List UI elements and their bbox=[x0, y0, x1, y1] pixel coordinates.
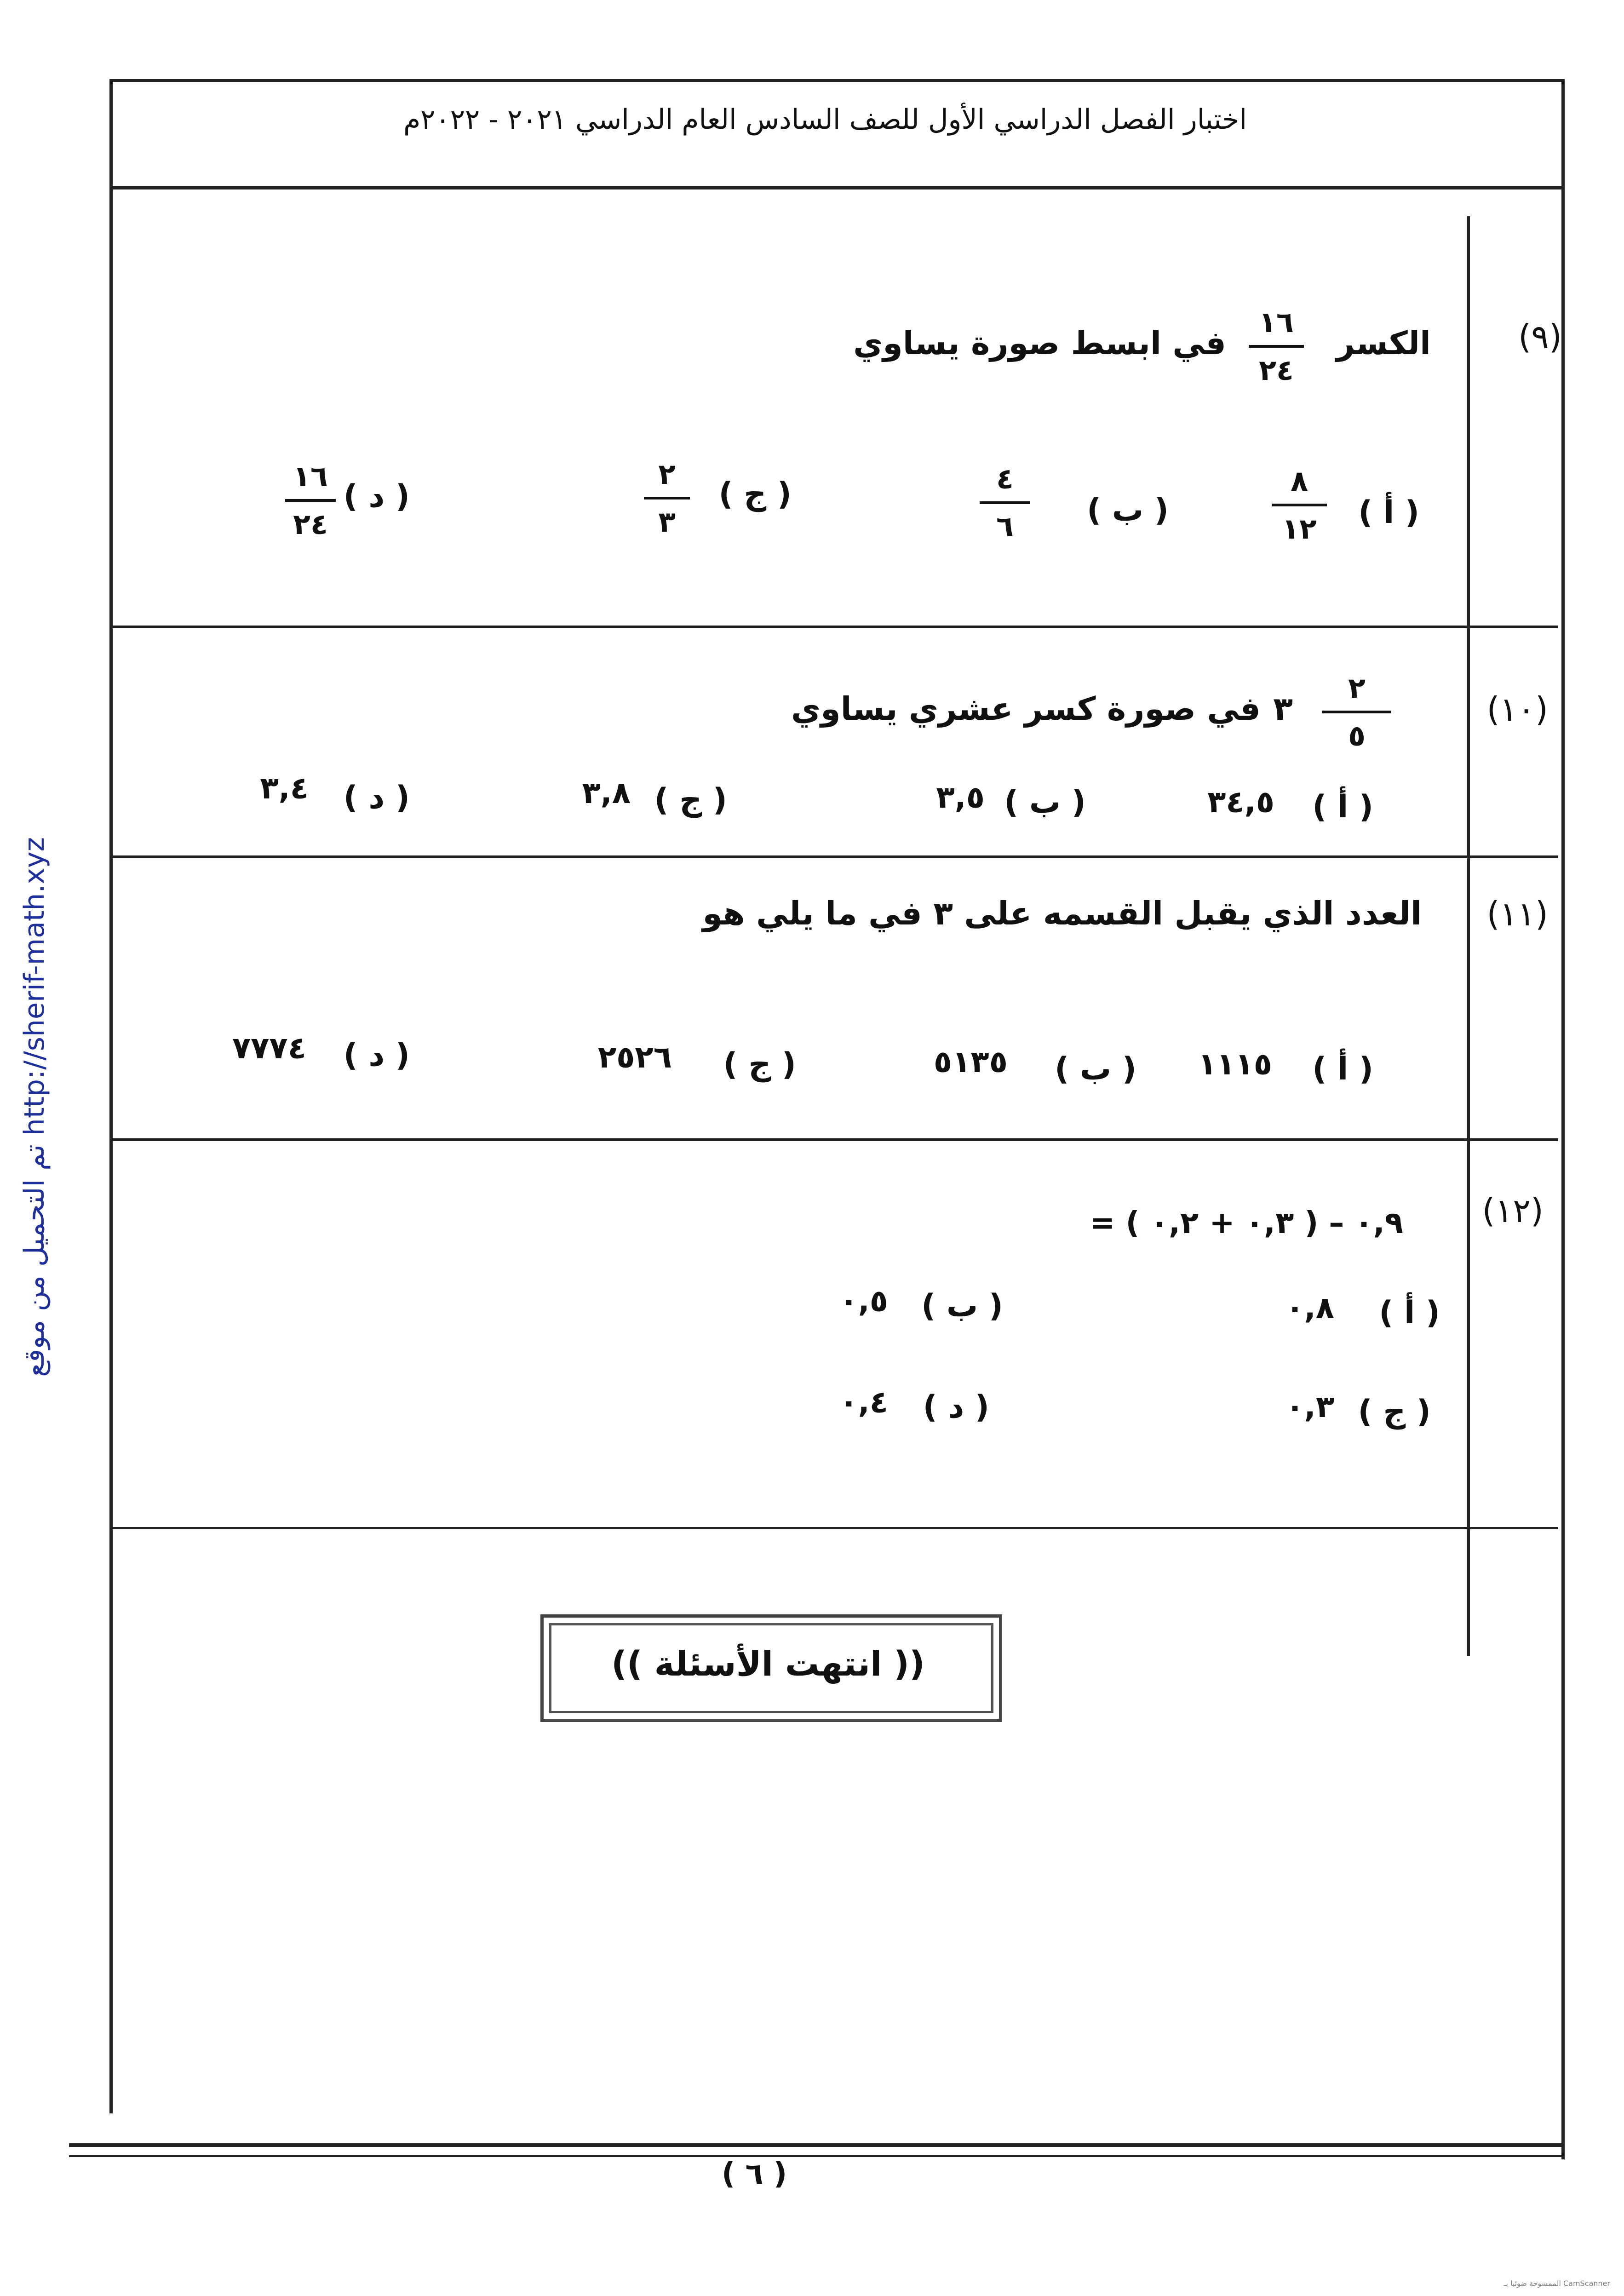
q12-option-c-label[interactable]: ( ج ) bbox=[1358, 1394, 1431, 1430]
q9-fraction-denominator: ٢٤ bbox=[1259, 353, 1294, 387]
divider-q12-end bbox=[109, 1527, 1558, 1529]
q9-a-numerator: ٨ bbox=[1291, 464, 1308, 498]
q9-option-d-fraction[interactable] bbox=[285, 459, 336, 541]
fraction-bar bbox=[644, 497, 690, 499]
q10-fraction bbox=[1336, 671, 1377, 752]
q10-option-b-label[interactable]: ( ب ) bbox=[1004, 784, 1086, 821]
header-bottom-line bbox=[109, 186, 1565, 189]
q9-b-denominator: ٦ bbox=[996, 510, 1014, 543]
q11-option-d-value[interactable]: ٧٧٧٤ bbox=[232, 1030, 306, 1066]
q12-option-b-value[interactable]: ٠,٥ bbox=[839, 1283, 888, 1319]
q12-expression: ٠,٩ – ( ٠,٣ + ٠,٢ ) = bbox=[1090, 1205, 1403, 1240]
fraction-bar bbox=[1322, 711, 1391, 713]
q10-option-a-value[interactable]: ٣٤,٥ bbox=[1207, 784, 1274, 820]
q9-c-denominator: ٣ bbox=[658, 505, 676, 539]
q9-b-numerator: ٤ bbox=[996, 462, 1014, 495]
q9-option-a-label[interactable]: ( أ ) bbox=[1358, 494, 1419, 531]
q10-option-c-value[interactable]: ٣,٨ bbox=[582, 775, 631, 810]
divider-q9-q10 bbox=[109, 626, 1558, 628]
divider-q10-q11 bbox=[109, 855, 1558, 858]
fraction-bar bbox=[285, 499, 336, 502]
q11-option-c-value[interactable]: ٢٥٢٦ bbox=[597, 1039, 672, 1075]
q10-text: في صورة كسر عشري يساوي bbox=[791, 690, 1261, 728]
q12-option-a-value[interactable]: ٠,٨ bbox=[1285, 1290, 1334, 1326]
q9-option-b-label[interactable]: ( ب ) bbox=[1087, 492, 1169, 528]
fraction-bar bbox=[980, 501, 1030, 504]
q9-d-denominator: ٢٤ bbox=[293, 507, 328, 541]
q9-fraction-numerator: ١٦ bbox=[1259, 305, 1294, 339]
frame-bottom-line-2 bbox=[69, 2155, 1565, 2157]
question-number-9: (٩) bbox=[1518, 317, 1562, 356]
frame-left-line bbox=[109, 80, 113, 2113]
q9-text-before: الكسر bbox=[1336, 324, 1431, 362]
frame-top-line bbox=[109, 79, 1565, 82]
q9-a-denominator: ١٢ bbox=[1282, 512, 1317, 545]
q10-fraction-numerator: ٢ bbox=[1348, 671, 1366, 705]
divider-q11-q12 bbox=[109, 1138, 1558, 1141]
q11-option-a-label[interactable]: ( أ ) bbox=[1312, 1051, 1373, 1087]
q9-option-d-label[interactable]: ( د ) bbox=[343, 478, 410, 515]
question-number-11: (١١) bbox=[1486, 895, 1548, 933]
q10-option-b-value[interactable]: ٣,٥ bbox=[936, 780, 985, 815]
q11-option-a-value[interactable]: ١١١٥ bbox=[1198, 1046, 1272, 1082]
exam-header-title: اختبار الفصل الدراسي الأول للصف السادس العام الدراسي ٢٠٢١ - ٢٠٢٢م bbox=[403, 103, 1247, 136]
q9-d-numerator: ١٦ bbox=[293, 459, 328, 493]
q10-fraction-denominator: ٥ bbox=[1348, 719, 1366, 752]
q10-option-c-label[interactable]: ( ج ) bbox=[654, 782, 727, 818]
q9-c-numerator: ٢ bbox=[658, 457, 676, 491]
q9-text-after: في ابسط صورة يساوي bbox=[853, 324, 1226, 362]
scanner-mark: CamScanner الممسوحة ضوئيا بـ bbox=[1503, 2279, 1610, 2288]
page-number: ( ٦ ) bbox=[721, 2157, 787, 2191]
q10-option-a-label[interactable]: ( أ ) bbox=[1312, 789, 1373, 825]
fraction-bar bbox=[1272, 504, 1327, 506]
q9-option-a-fraction[interactable] bbox=[1274, 464, 1325, 545]
q10-whole-number: ٣ bbox=[1273, 690, 1293, 728]
q10-option-d-label[interactable]: ( د ) bbox=[343, 780, 410, 816]
q11-option-b-label[interactable]: ( ب ) bbox=[1055, 1051, 1136, 1087]
q9-option-c-label[interactable]: ( ج ) bbox=[718, 476, 792, 512]
q9-option-b-fraction[interactable] bbox=[980, 462, 1030, 543]
q10-option-d-value[interactable]: ٣,٤ bbox=[260, 770, 309, 806]
question-number-10: (١٠) bbox=[1486, 690, 1548, 729]
number-column-line bbox=[1467, 216, 1470, 1656]
q12-option-d-value[interactable]: ٠,٤ bbox=[839, 1384, 888, 1420]
side-watermark: تم التحميل من موقع http://sherif-math.xyz bbox=[18, 837, 51, 1377]
question-number-12: (١٢) bbox=[1482, 1191, 1544, 1230]
frame-bottom-line bbox=[69, 2143, 1565, 2147]
q12-option-d-label[interactable]: ( د ) bbox=[923, 1389, 989, 1425]
q11-option-c-label[interactable]: ( ج ) bbox=[723, 1046, 796, 1083]
q11-option-d-label[interactable]: ( د ) bbox=[343, 1037, 410, 1073]
end-of-questions-text: (( انتهت الأسئلة )) bbox=[611, 1644, 925, 1684]
q12-option-c-value[interactable]: ٠,٣ bbox=[1285, 1389, 1334, 1424]
q9-option-c-fraction[interactable] bbox=[644, 457, 690, 539]
q12-option-b-label[interactable]: ( ب ) bbox=[921, 1288, 1003, 1324]
q11-text: العدد الذي يقبل القسمه على ٣ في ما يلي هو bbox=[702, 895, 1422, 932]
q12-option-a-label[interactable]: ( أ ) bbox=[1379, 1295, 1440, 1331]
frame-right-line bbox=[1561, 80, 1565, 2159]
fraction-bar bbox=[1249, 345, 1304, 348]
q9-fraction bbox=[1251, 305, 1302, 387]
q11-option-b-value[interactable]: ٥١٣٥ bbox=[933, 1044, 1008, 1079]
